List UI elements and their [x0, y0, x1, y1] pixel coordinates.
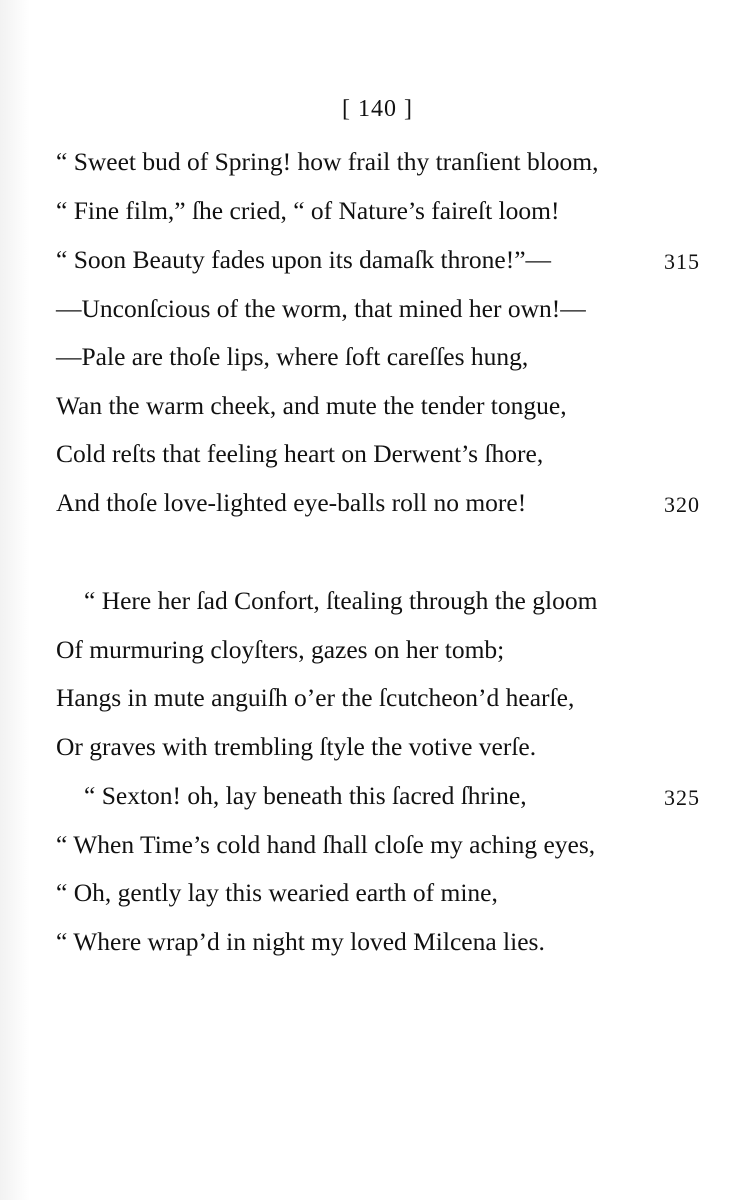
verse-line: [56, 240, 700, 280]
verse-text: “ Oh, gently lay this wearied earth of mine,: [56, 878, 498, 907]
line-number: 315: [664, 249, 700, 274]
verse-line: [56, 337, 696, 377]
verse-text: “ Sweet bud of Spring! how frail thy tranſient bloom,: [56, 147, 599, 176]
verse-line: [56, 142, 696, 182]
line-number: 325: [664, 785, 700, 810]
verse-line: [56, 873, 696, 913]
verse-line: [56, 727, 696, 767]
verse-text: “ Soon Beauty fades upon its damaſk throne!”—: [56, 245, 552, 274]
verse-line: [56, 483, 700, 523]
verse-line: [56, 581, 696, 621]
verse-line: [56, 289, 696, 329]
line-number: 320: [664, 492, 700, 517]
verse-text: —Unconſcious of the worm, that mined her own!—: [56, 294, 586, 323]
verse-line: [56, 191, 696, 231]
verse-text: And thoſe love-lighted eye-balls roll no more!: [56, 488, 527, 517]
verse-text: “ Where wrap’d in night my loved Milcena lies.: [56, 927, 545, 956]
verse-line: [56, 630, 696, 670]
verse-line: [56, 386, 696, 426]
verse-text: “ Here her ſad Confort, ſtealing through the gloom: [84, 586, 598, 615]
verse-text: “ Fine film,” ſhe cried, “ of Nature’s faireſt loom!: [56, 196, 560, 225]
verse-line: [56, 922, 696, 962]
verse-text: Or graves with trembling ſtyle the votive verſe.: [56, 732, 537, 761]
verse-line: [56, 825, 696, 865]
verse-text: —Pale are thoſe lips, where ſoft careſſes hung,: [56, 342, 529, 371]
verse-text: Of murmuring cloyſters, gazes on her tomb;: [56, 635, 505, 664]
verse-text: “ When Time’s cold hand ſhall cloſe my aching eyes,: [56, 830, 596, 859]
page-number: [ 140 ]: [342, 96, 413, 122]
verse-line: [56, 678, 696, 718]
verse-text: “ Sexton! oh, lay beneath this ſacred ſhrine,: [84, 781, 527, 810]
verse-text: Wan the warm cheek, and mute the tender tongue,: [56, 391, 567, 420]
verse-line: [56, 776, 700, 816]
verse-text: Hangs in mute anguiſh o’er the ſcutcheon’d hearſe,: [56, 683, 575, 712]
verse-line: [56, 434, 696, 474]
verse-text: Cold reſts that feeling heart on Derwent’s ſhore,: [56, 439, 544, 468]
